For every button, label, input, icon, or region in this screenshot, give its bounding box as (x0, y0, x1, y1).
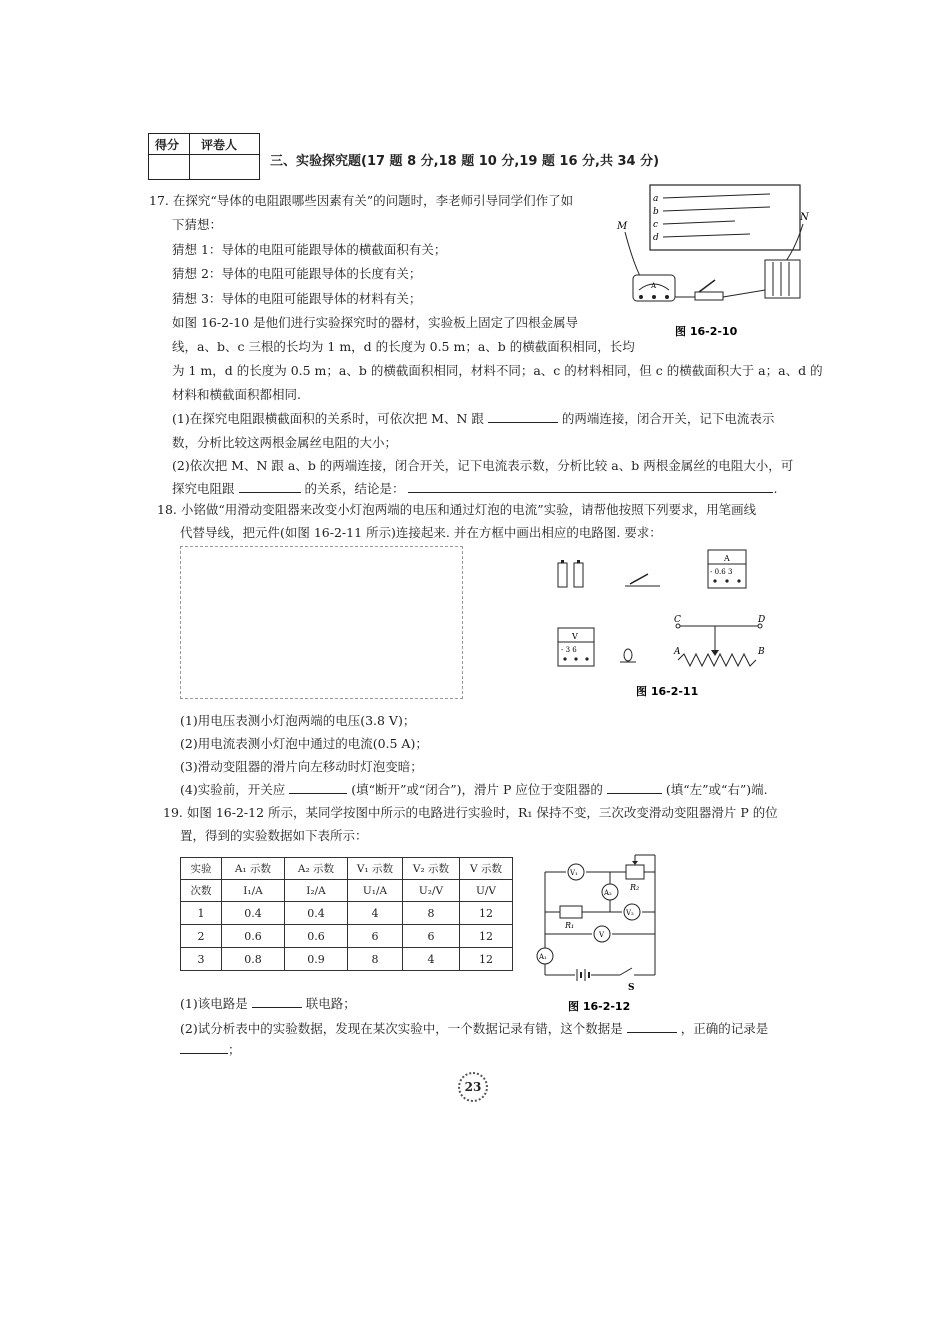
th-5: V₂ 示数 (403, 858, 460, 880)
q17-part-2-text-b: 探究电阻跟 (172, 481, 235, 496)
figure-16-2-10-caption: 图 16-2-10 (675, 325, 738, 338)
terminal-n-label: N (800, 212, 809, 223)
q19-line-1: 19. 如图 16-2-12 所示，某同学按图中所示的电路进行实验时，R₁ 保持不变，三次改变滑动变阻器滑片 P 的位 (163, 805, 778, 820)
q19-part-1-text-b: 联电路； (305, 996, 356, 1011)
lamp-icon (620, 649, 636, 662)
q18-req-2: (2)用电流表测小灯泡中通过的电流(0.5 A)； (180, 736, 428, 751)
q19-part-2-cont (180, 1040, 241, 1058)
q19-part-1-text-a: (1)该电路是 (180, 996, 248, 1011)
rheostat-c-label: C (674, 615, 681, 625)
table-row (181, 925, 513, 948)
voltmeter-scale: - 3 6 (561, 646, 577, 654)
table-cell: 0.6 (285, 925, 348, 948)
table-cell: 6 (348, 925, 403, 948)
q17-blank-3[interactable] (408, 480, 773, 493)
grader-label: 评卷人 (201, 138, 238, 152)
th-11: U₂/V (403, 880, 460, 902)
table-cell: 2 (181, 925, 222, 948)
th-12: U/V (460, 880, 513, 902)
q19-part-1 (180, 994, 356, 1012)
voltmeter-title: V (572, 632, 578, 641)
q18-req-4-text-b: (填“断开”或“闭合”)，滑片 P 应位于变阻器的 (351, 782, 603, 797)
ammeter-a2-icon (602, 884, 618, 900)
figure-16-2-12-caption: 图 16-2-12 (568, 1000, 631, 1013)
table-header-row-1 (181, 858, 513, 880)
q17-line-8: 为 1 m，d 的长度为 0.5 m；a、b 的横截面积相同，材料不同；a、c 的材料相同，但 c 的横截面积大于 a；a、d 的 (172, 363, 823, 378)
score-label: 得分 (155, 138, 180, 152)
q17-part-1 (172, 409, 774, 427)
page-number: 23 (458, 1072, 488, 1102)
table-cell: 12 (460, 925, 513, 948)
q19-part-2-text-c: ； (228, 1042, 241, 1057)
q18-req-4 (180, 780, 768, 798)
table-header-row-2 (181, 880, 513, 902)
voltmeter-v2-icon (624, 904, 640, 920)
battery-cells-icon (558, 560, 583, 587)
q18-blank-2[interactable] (607, 781, 662, 794)
switch-icon (625, 574, 660, 586)
q17-part-1-cont: 数，分析比较这两根金属丝电阻的大小； (172, 435, 398, 450)
wire-b-label: b (653, 207, 659, 217)
voltmeter-v1-icon (568, 864, 584, 880)
ammeter-icon (708, 550, 746, 588)
score-box (148, 133, 260, 180)
r2-label: R₂ (630, 883, 640, 892)
rheostat-d-label: D (758, 615, 766, 625)
switch-icon (695, 280, 723, 300)
table-cell: 12 (460, 948, 513, 971)
ammeter-icon (633, 275, 675, 301)
th-9: I₂/A (285, 880, 348, 902)
q17-part-2: (2)依次把 M、N 跟 a、b 的两端连接，闭合开关，记下电流表示数，分析比较 a、b 两根金属丝的电阻大小，可 (172, 458, 794, 473)
th-2: A₁ 示数 (222, 858, 285, 880)
th-4: V₁ 示数 (348, 858, 403, 880)
q19-part-2-text-b: ，正确的记录是 (680, 1021, 769, 1036)
q17-line-7: 线，a、b、c 三根的长均为 1 m，d 的长度为 0.5 m；a、b 的横截面积相同，长均 (172, 339, 635, 354)
battery-icon (765, 260, 800, 298)
table-cell: 0.9 (285, 948, 348, 971)
q17-line-4: 猜想 2：导体的电阻可能跟导体的长度有关； (172, 266, 422, 281)
voltmeter-v-icon (594, 926, 610, 942)
table-cell: 8 (348, 948, 403, 971)
figure-16-2-10 (615, 180, 815, 350)
q17-line-6: 如图 16-2-10 是他们进行实验探究时的器材，实验板上固定了四根金属导 (172, 315, 579, 330)
v2-label: V₂ (626, 909, 634, 917)
q18-req-4-text-c: (填“左”或“右”)端. (665, 782, 768, 797)
circuit-drawing-box[interactable] (180, 546, 463, 699)
table-cell: 12 (460, 902, 513, 925)
q18-req-1: (1)用电压表测小灯泡两端的电压(3.8 V)； (180, 713, 416, 728)
q17-blank-1[interactable] (488, 410, 558, 423)
q19-blank-3[interactable] (180, 1041, 228, 1054)
q18-line-2: 代替导线，把元件(如图 16-2-11 所示)连接起来. 并在方框中画出相应的电路图. 要求： (180, 525, 662, 540)
q17-part-2-cont (172, 479, 777, 497)
q18-line-1: 18. 小铭做“用滑动变阻器来改变小灯泡两端的电压和通过灯泡的电流”实验，请帮他按照下列要求，用笔画线 (157, 502, 757, 517)
experiment-data-table (180, 857, 513, 971)
th-10: U₁/A (348, 880, 403, 902)
q19-blank-2[interactable] (627, 1020, 677, 1033)
q17-period: . (773, 481, 778, 496)
table-cell: 6 (403, 925, 460, 948)
ammeter-title: A (724, 554, 730, 563)
th-3: A₂ 示数 (285, 858, 348, 880)
th-7: 次数 (181, 880, 222, 902)
q17-line-2: 下猜想： (172, 217, 223, 232)
a2-label: A₂ (604, 889, 612, 897)
figure-16-2-12 (530, 850, 670, 1015)
v-label: V (599, 931, 605, 939)
table-cell: 3 (181, 948, 222, 971)
q17-line-3: 猜想 1：导体的电阻可能跟导体的横截面积有关； (172, 242, 447, 257)
terminal-m-label: M (617, 221, 628, 232)
q17-line-9: 材料和横截面积都相同. (172, 387, 301, 402)
r1-label: R₁ (565, 921, 575, 930)
q18-req-4-text-a: (4)实验前，开关应 (180, 782, 286, 797)
q17-part-1-text-b: 的两端连接，闭合开关，记下电流表示 (561, 411, 775, 426)
table-row (181, 948, 513, 971)
table-cell: 0.8 (222, 948, 285, 971)
wire-a-label: a (653, 194, 659, 204)
q19-blank-1[interactable] (252, 995, 302, 1008)
wire-d-label: d (653, 233, 659, 243)
table-row (181, 902, 513, 925)
figure-16-2-11-caption: 图 16-2-11 (636, 685, 699, 698)
section-title: 三、实验探究题(17 题 8 分,18 题 10 分,19 题 16 分,共 34 分) (270, 154, 660, 169)
q19-part-2 (180, 1019, 768, 1037)
rheostat-icon (673, 615, 765, 666)
q19-line-2: 置，得到的实验数据如下表所示： (180, 828, 368, 843)
table-cell: 4 (403, 948, 460, 971)
table-cell: 0.4 (285, 902, 348, 925)
v1-label: V₁ (570, 869, 578, 877)
figure-16-2-11 (550, 548, 780, 703)
rheostat-b-label: B (758, 647, 765, 657)
q17-part-1-text-a: (1)在探究电阻跟横截面积的关系时，可依次把 M、N 跟 (172, 411, 484, 426)
ammeter-letter: A (651, 282, 657, 290)
wire-c-label: c (653, 220, 659, 230)
table-cell: 0.4 (222, 902, 285, 925)
a1-label: A₁ (539, 953, 547, 961)
th-8: I₁/A (222, 880, 285, 902)
q18-blank-1[interactable] (289, 781, 347, 794)
q18-req-3: (3)滑动变阻器的滑片向左移动时灯泡变暗； (180, 759, 423, 774)
rheostat-a-label: A (674, 647, 681, 657)
th-1: 实验 (181, 858, 222, 880)
switch-s-label: S (628, 983, 635, 993)
ammeter-a1-icon (537, 948, 553, 964)
q17-part-2-text-c: 的关系，结论是： (304, 481, 405, 496)
q17-line-1: 17. 在探究“导体的电阻跟哪些因素有关”的问题时，李老师引导同学们作了如 (149, 193, 574, 208)
th-6: V 示数 (460, 858, 513, 880)
q17-line-5: 猜想 3：导体的电阻可能跟导体的材料有关； (172, 291, 422, 306)
table-cell: 8 (403, 902, 460, 925)
table-cell: 4 (348, 902, 403, 925)
voltmeter-icon (558, 628, 594, 666)
table-cell: 0.6 (222, 925, 285, 948)
ammeter-scale: - 0.6 3 (710, 568, 733, 576)
q19-part-2-text-a: (2)试分析表中的实验数据，发现在某次实验中，一个数据记录有错，这个数据是 (180, 1021, 623, 1036)
q17-blank-2[interactable] (239, 480, 301, 493)
table-cell: 1 (181, 902, 222, 925)
